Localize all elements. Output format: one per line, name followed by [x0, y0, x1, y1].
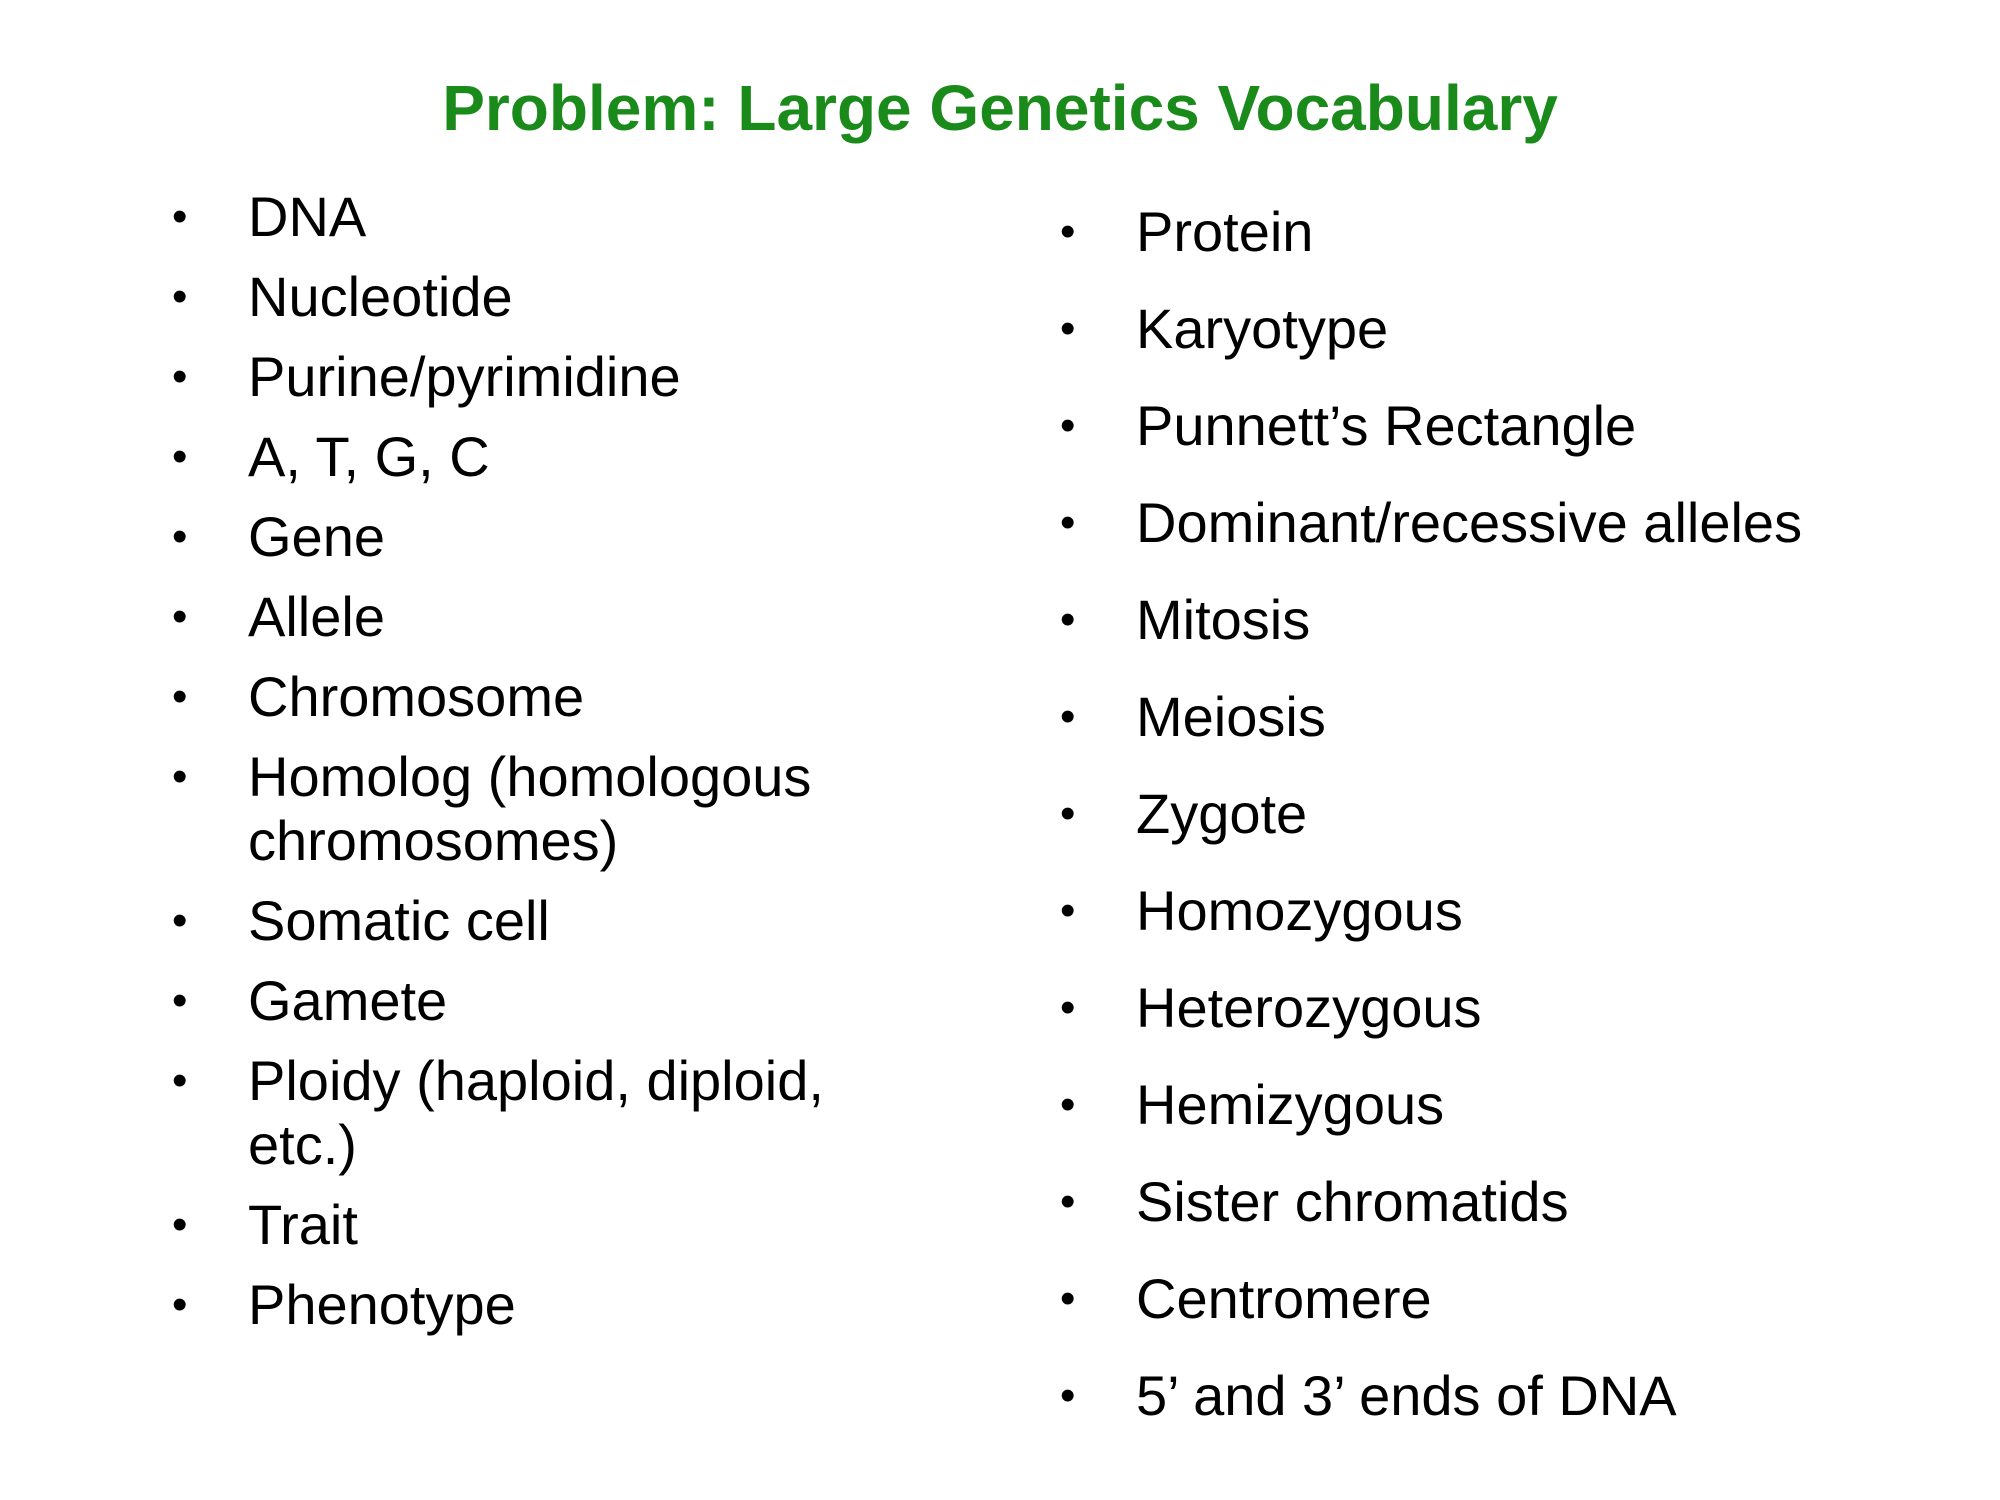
bullet-icon: • — [172, 592, 188, 641]
list-item — [172, 345, 932, 409]
bullet-icon: • — [172, 432, 188, 481]
vocabulary-list-right — [1060, 200, 1980, 1461]
list-item-text: Homozygous — [1136, 879, 1463, 942]
bullet-icon: • — [172, 976, 188, 1025]
list-item — [172, 889, 932, 953]
list-item-text: Mitosis — [1136, 588, 1311, 651]
list-item-text: Meiosis — [1136, 685, 1326, 748]
bullet-icon: • — [172, 512, 188, 561]
bullet-icon: • — [1060, 886, 1076, 935]
list-item — [172, 185, 932, 249]
list-item-text: Phenotype — [248, 1273, 516, 1336]
list-item-text: Punnett’s Rectangle — [1136, 394, 1637, 457]
list-item — [172, 505, 932, 569]
list-item — [1060, 491, 1980, 555]
list-item-text: Ploidy (haploid, diploid, etc.) — [248, 1049, 824, 1176]
list-item-text: Karyotype — [1136, 297, 1389, 360]
list-item-text: 5’ and 3’ ends of DNA — [1136, 1364, 1677, 1427]
bullet-icon: • — [172, 1200, 188, 1249]
list-item — [172, 969, 932, 1033]
list-item — [172, 585, 932, 649]
bullet-icon: • — [1060, 789, 1076, 838]
list-item — [172, 1193, 932, 1257]
list-item-text: A, T, G, C — [248, 425, 490, 488]
bullet-icon: • — [172, 352, 188, 401]
list-item — [1060, 1364, 1980, 1428]
list-item-text: Heterozygous — [1136, 976, 1482, 1039]
list-item — [1060, 1073, 1980, 1137]
bullet-icon: • — [172, 272, 188, 321]
list-item-text: Purine/pyrimidine — [248, 345, 681, 408]
bullet-icon: • — [172, 752, 188, 801]
vocabulary-list-left — [172, 185, 932, 1353]
list-item-text: Dominant/recessive alleles — [1136, 491, 1803, 554]
list-item-text: Sister chromatids — [1136, 1170, 1569, 1233]
list-item-text: Hemizygous — [1136, 1073, 1445, 1136]
list-item-text: Nucleotide — [248, 265, 513, 328]
list-item — [172, 265, 932, 329]
bullet-icon: • — [1060, 692, 1076, 741]
list-item — [1060, 685, 1980, 749]
list-item-text: Chromosome — [248, 665, 585, 728]
list-item — [172, 745, 932, 873]
bullet-icon: • — [1060, 1177, 1076, 1226]
list-item-text: Zygote — [1136, 782, 1308, 845]
list-item-text: Gamete — [248, 969, 448, 1032]
list-item — [1060, 394, 1980, 458]
slide-title: Problem: Large Genetics Vocabulary — [442, 72, 1558, 144]
bullet-icon: • — [1060, 498, 1076, 547]
bullet-icon: • — [1060, 983, 1076, 1032]
bullet-icon: • — [172, 896, 188, 945]
list-item-text: Gene — [248, 505, 385, 568]
bullet-icon: • — [1060, 207, 1076, 256]
list-item — [1060, 1170, 1980, 1234]
list-item — [172, 425, 932, 489]
list-item — [172, 1273, 932, 1337]
list-item — [1060, 879, 1980, 943]
bullet-icon: • — [172, 672, 188, 721]
list-item — [1060, 976, 1980, 1040]
list-item — [1060, 200, 1980, 264]
list-item-text: Trait — [248, 1193, 358, 1256]
bullet-icon: • — [172, 1280, 188, 1329]
bullet-icon: • — [172, 1056, 188, 1105]
list-item-text: Centromere — [1136, 1267, 1432, 1330]
list-item-text: Protein — [1136, 200, 1314, 263]
bullet-icon: • — [1060, 1274, 1076, 1323]
bullet-icon: • — [1060, 1371, 1076, 1420]
list-item — [172, 665, 932, 729]
bullet-icon: • — [1060, 595, 1076, 644]
list-item — [1060, 1267, 1980, 1331]
list-item-text: Homolog (homologous chromosomes) — [248, 745, 812, 872]
bullet-icon: • — [172, 192, 188, 241]
bullet-icon: • — [1060, 401, 1076, 450]
list-item — [172, 1049, 932, 1177]
list-item-text: Somatic cell — [248, 889, 550, 952]
list-item-text: DNA — [248, 185, 367, 248]
list-item-text: Allele — [248, 585, 385, 648]
list-item — [1060, 588, 1980, 652]
list-item — [1060, 782, 1980, 846]
list-item — [1060, 297, 1980, 361]
bullet-icon: • — [1060, 1080, 1076, 1129]
bullet-icon: • — [1060, 304, 1076, 353]
